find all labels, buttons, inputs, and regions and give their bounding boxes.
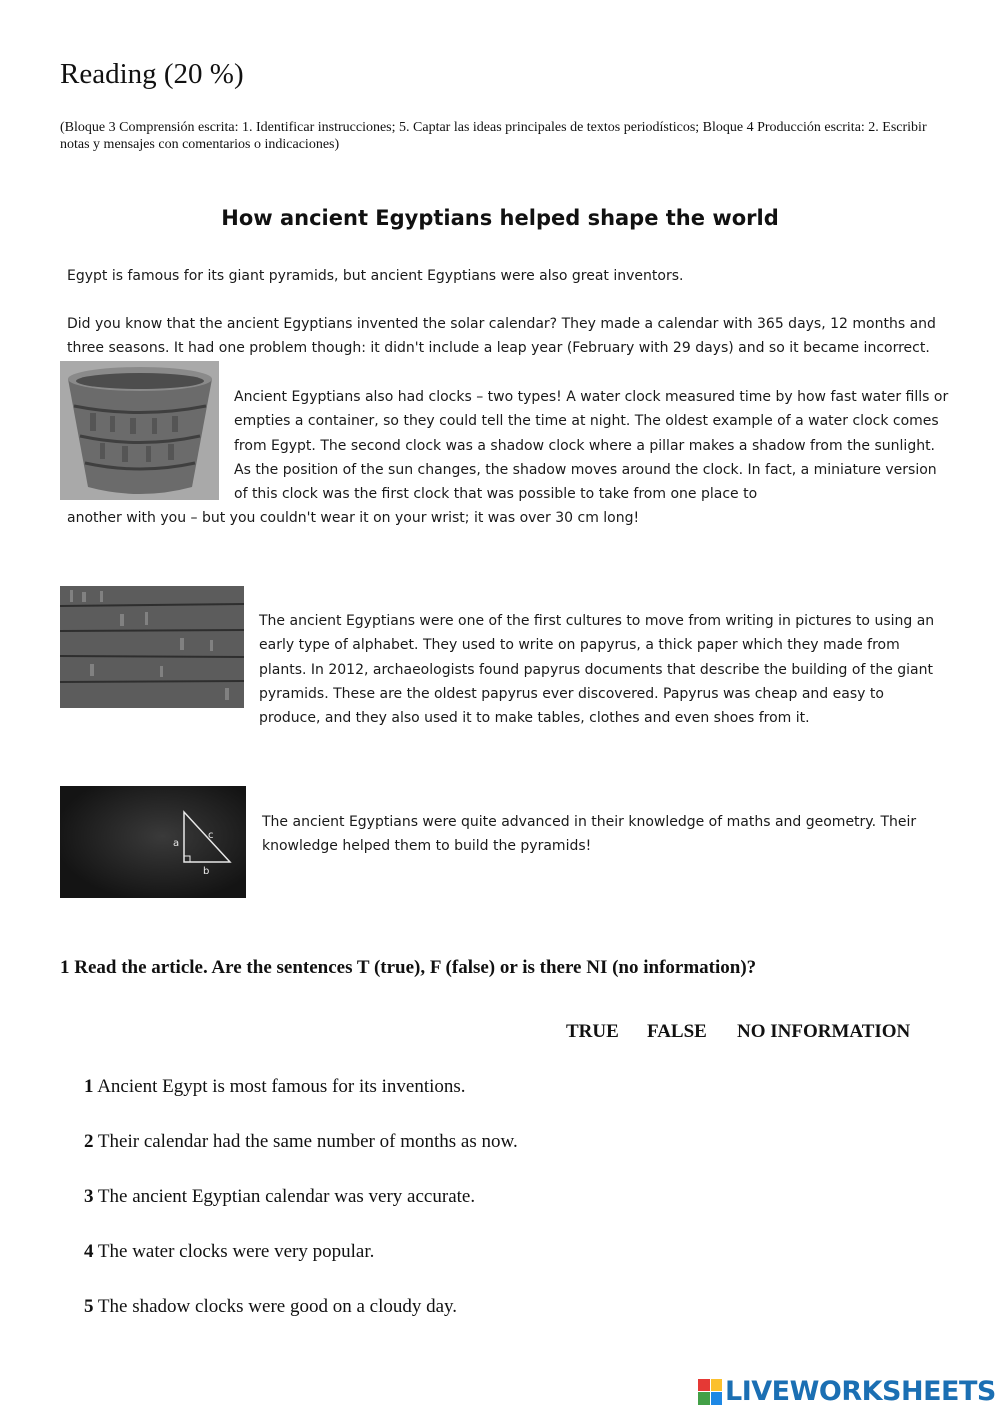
column-header-false: FALSE bbox=[647, 1021, 707, 1042]
question-text: The water clocks were very popular. bbox=[97, 1241, 375, 1262]
question-number: 3 bbox=[84, 1186, 94, 1207]
question-text: Ancient Egypt is most famous for its inventions. bbox=[97, 1076, 466, 1097]
question-number: 5 bbox=[84, 1296, 94, 1317]
article-paragraph-3: Ancient Egyptians also had clocks – two types! A water clock measured time by how fast water fills or empties a container, so they could tell the time at night. The oldest example of a water clock comes from Egypt. The second clock was a shadow clock where a pillar makes a shadow from the sunlight. As the position of the sun changes, the shadow moves around the clock. In fact, a miniature version of this clock was the first clock that was possible to take from one place to bbox=[234, 389, 949, 503]
article-paragraph-2: Did you know that the ancient Egyptians invented the solar calendar? They made a calendar with 365 days, 12 months and three seasons. It had one problem though: it didn't include a leap year (February with 29 days) and so it became incorrect. bbox=[67, 316, 936, 357]
page-heading: Reading (20 %) bbox=[60, 58, 244, 90]
logo-square-green bbox=[698, 1392, 710, 1405]
question-number: 4 bbox=[84, 1241, 94, 1262]
triangle-geometry-image bbox=[60, 786, 246, 898]
article-paragraph-4: The ancient Egyptians were one of the first cultures to move from writing in pictures to using an early type of alphabet. They used to write on papyrus, a thick paper which they made from plants. In 2012, archaeologists found papyrus documents that describe the building of the giant pyramids. These are the oldest papyrus ever discovered. Papyrus was cheap and easy to produce, and they also used it to make tables, clothes and even shoes from it. bbox=[259, 613, 935, 727]
question-text: Their calendar had the same number of months as now. bbox=[97, 1131, 518, 1152]
question-item bbox=[84, 1186, 475, 1208]
triangle-label-c: c bbox=[208, 830, 214, 841]
triangle-label-b: b bbox=[203, 866, 210, 877]
liveworksheets-brand-text: LIVEWORKSHEETS bbox=[725, 1376, 996, 1407]
column-header-true: TRUE bbox=[566, 1021, 619, 1042]
liveworksheets-logo[interactable] bbox=[698, 1376, 996, 1407]
article-paragraph-5: The ancient Egyptians were quite advanced in their knowledge of maths and geometry. Their knowledge helped them to build the pyramids! bbox=[262, 814, 917, 855]
bloque-note: (Bloque 3 Comprensión escrita: 1. Identificar instrucciones; 5. Captar las ideas principales de textos periodísticos; Bloque 4 Producción escrita: 2. Escribir notas y mensajes con comentarios o indicaciones) bbox=[60, 120, 927, 152]
article-title: How ancient Egyptians helped shape the world bbox=[221, 206, 779, 230]
article-paragraph-3-continued: another with you – but you couldn't wear it on your wrist; it was over 30 cm long! bbox=[67, 510, 640, 526]
column-header-no-information: NO INFORMATION bbox=[737, 1021, 911, 1042]
logo-square-blue bbox=[711, 1392, 723, 1405]
question-text: The ancient Egyptian calendar was very accurate. bbox=[97, 1186, 476, 1207]
question-number: 1 bbox=[84, 1076, 94, 1097]
question-text: The shadow clocks were good on a cloudy day. bbox=[97, 1296, 458, 1317]
article-paragraph-1: Egypt is famous for its giant pyramids, but ancient Egyptians were also great inventors. bbox=[67, 268, 684, 284]
question-number: 2 bbox=[84, 1131, 94, 1152]
triangle-label-a: a bbox=[173, 838, 180, 849]
question-item bbox=[84, 1131, 518, 1153]
question-item bbox=[84, 1241, 374, 1263]
question-item bbox=[84, 1296, 457, 1318]
exercise-instruction: 1 Read the article. Are the sentences T (true), F (false) or is there NI (no information)? bbox=[60, 957, 757, 978]
papyrus-image bbox=[60, 586, 244, 708]
logo-square-red bbox=[698, 1379, 710, 1392]
question-item bbox=[84, 1076, 466, 1098]
logo-square-yellow bbox=[711, 1379, 723, 1392]
water-clock-image bbox=[60, 361, 219, 500]
liveworksheets-logo-icon bbox=[698, 1379, 722, 1405]
